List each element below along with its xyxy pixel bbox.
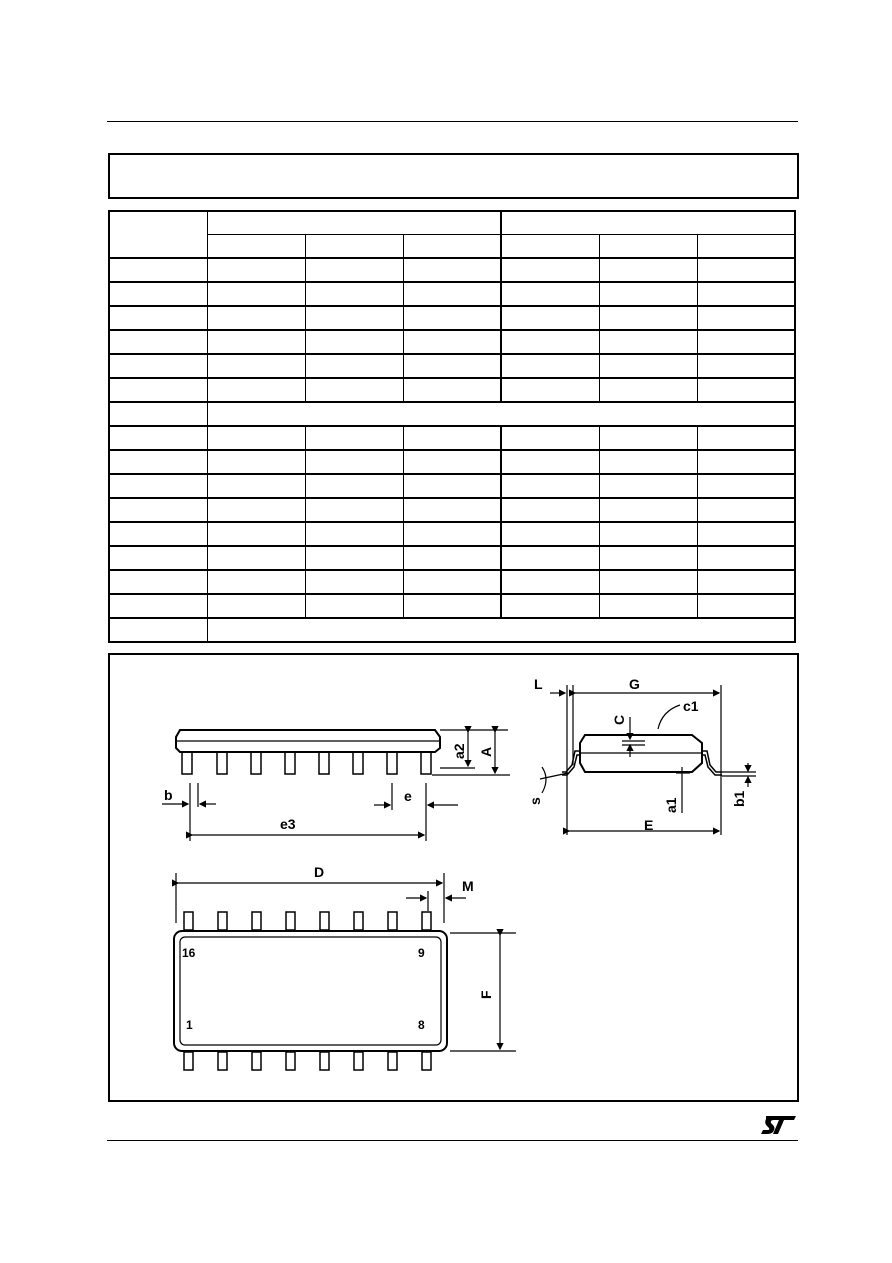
label-s: s [527,797,543,805]
table-title-box [108,153,799,199]
table-row [109,282,795,306]
table-row [109,378,795,402]
label-a2: a2 [451,743,467,759]
label-e: e [404,788,412,804]
subheader-cell [697,235,795,259]
footer-rule [107,1140,798,1141]
table-subheader-row [109,235,795,259]
table-header-row [109,211,795,235]
label-A: A [478,746,494,757]
header-rule [107,121,798,122]
table-row [109,330,795,354]
header-cell-dim [109,211,207,258]
label-a1: a1 [663,797,679,813]
top-view-leads-bottom [184,1052,431,1070]
top-view-body-inner [180,937,441,1045]
end-view-lead-right [702,751,722,775]
package-outline-drawing [108,653,799,1102]
table-row [109,474,795,498]
label-b1: b1 [731,790,747,807]
top-view-leads-top [184,912,431,930]
dimensions-table [108,210,796,643]
table-row [109,618,795,642]
label-M: M [462,878,474,894]
end-view-lead-left [562,751,580,775]
pin-16-label: 16 [182,946,196,960]
pin-9-label: 9 [418,946,425,960]
label-e3: e3 [280,816,296,832]
label-D: D [314,864,325,880]
table-row [109,306,795,330]
label-E: E [644,817,654,833]
header-cell-inch [501,211,795,235]
table-row [109,402,795,426]
label-C: C [611,714,627,725]
subheader-cell [599,235,697,259]
table-row [109,570,795,594]
side-view-leads [182,752,431,774]
header-cell-mm [207,211,501,235]
label-L: L [534,676,543,692]
pin-1-label: 1 [186,1018,193,1032]
table-row [109,450,795,474]
subheader-cell [403,235,501,259]
label-F: F [478,990,494,999]
label-G: G [629,676,640,692]
table-row [109,426,795,450]
subheader-cell [305,235,403,259]
top-view-body-outer [174,931,447,1051]
table-row [109,522,795,546]
pin-8-label: 8 [418,1018,425,1032]
label-b: b [164,787,173,803]
package-drawing-svg [110,655,797,1100]
subheader-cell [501,235,599,259]
label-c1: c1 [683,698,699,714]
table-row [109,594,795,618]
st-logo-icon [760,1114,798,1136]
table-row [109,546,795,570]
table-row [109,498,795,522]
table-row [109,258,795,282]
table-row [109,354,795,378]
subheader-cell [207,235,305,259]
